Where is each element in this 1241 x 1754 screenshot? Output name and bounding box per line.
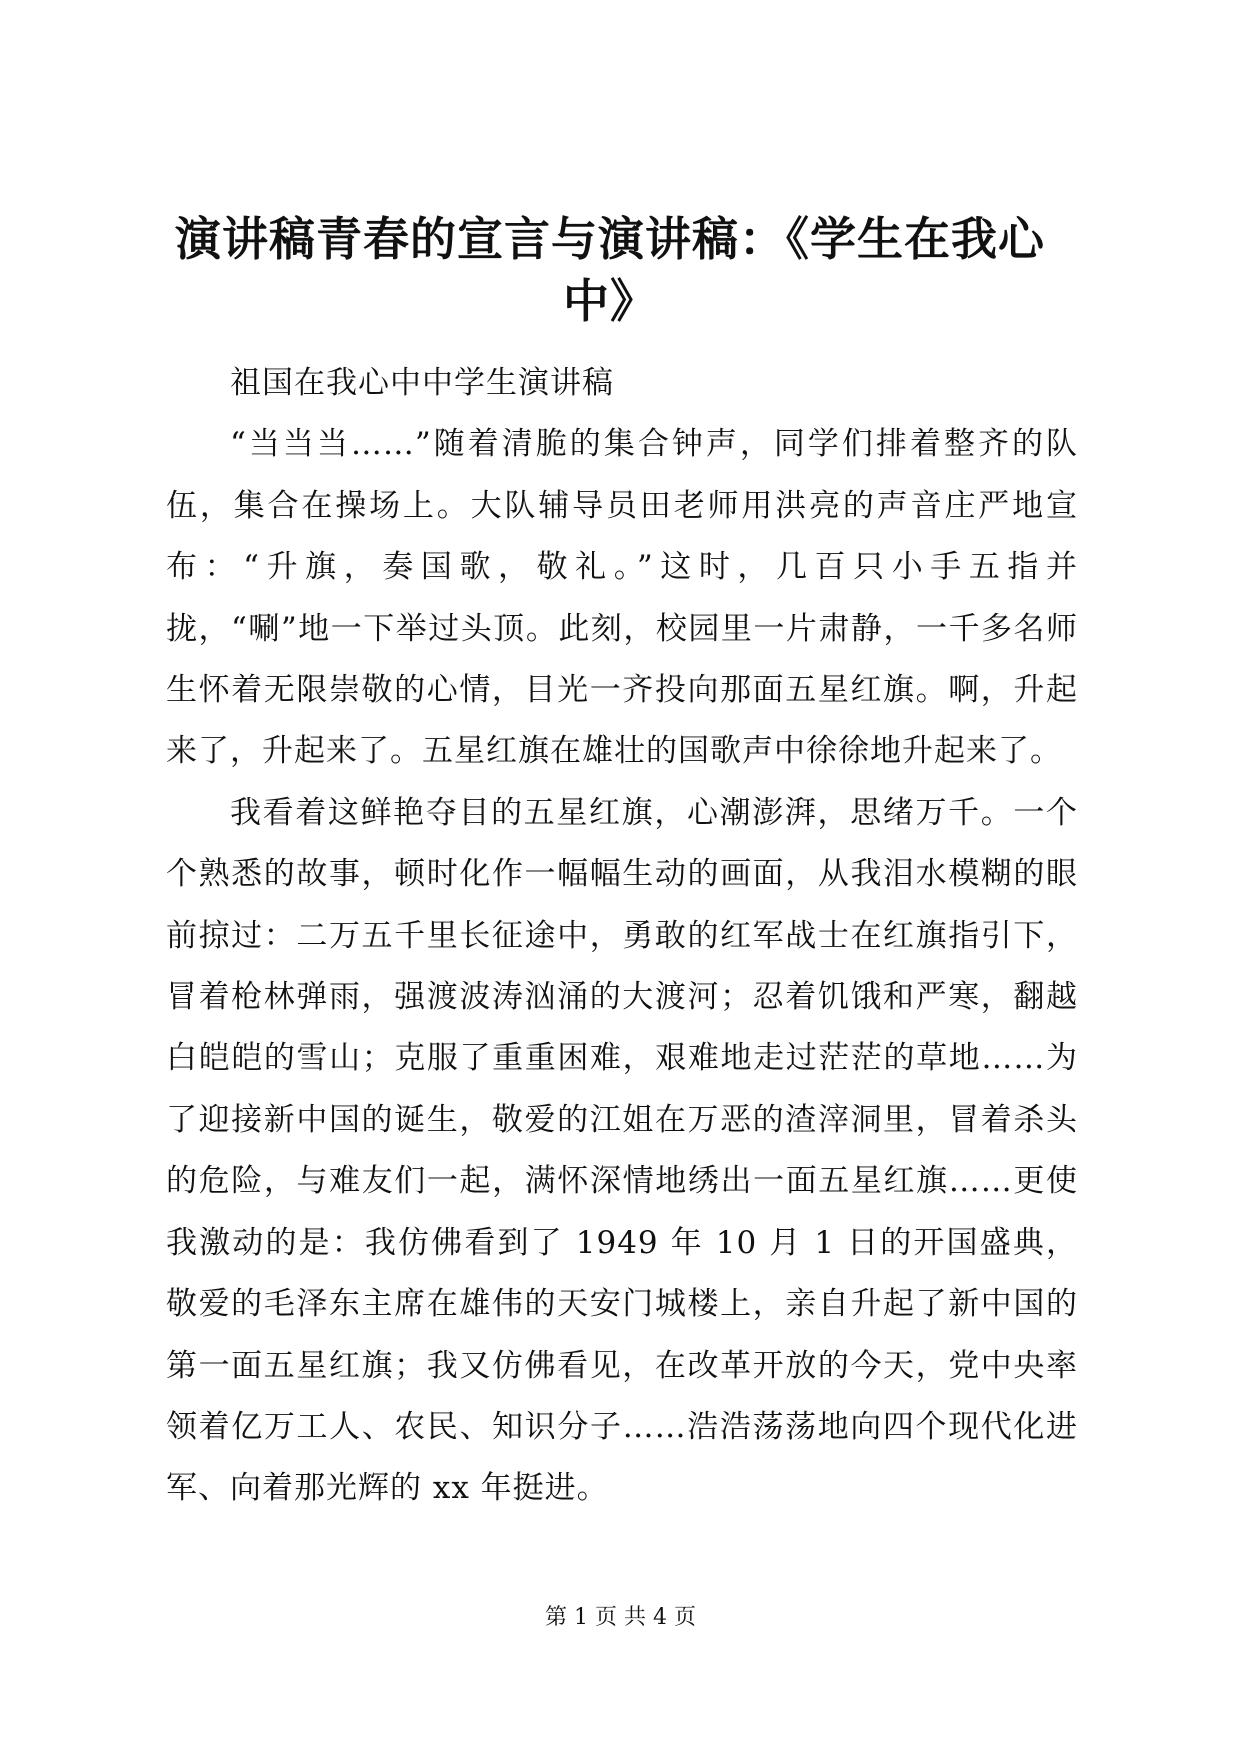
document-title: 演讲稿青春的宣言与演讲稿：《学生在我心中》: [175, 212, 1045, 328]
paragraph-1: “当当当……”随着清脆的集合钟声，同学们排着整齐的队伍，集合在操场上。大队辅导员田老师用洪亮的声音庄严地宣布：“升旗，奏国歌，敬礼。”这时，几百只小手五指并拢，“唰”地一下举过头顶。此刻，校园里一片肃静，一千多名师生怀着无限崇敬的心情，目光一齐投向那面五星红旗。啊，升起来了，升起来了。五星红旗在雄壮的国歌声中徐徐地升起来了。: [166, 426, 1078, 770]
subtitle-line: 祖国在我心中中学生演讲稿: [230, 365, 614, 401]
document-body: [166, 353, 1078, 1520]
page-number: 第 1 页 共 4 页: [545, 1605, 696, 1630]
paragraph-2: 我看着这鲜艳夺目的五星红旗，心潮澎湃，思绪万千。一个个熟悉的故事，顿时化作一幅幅生动的画面，从我泪水模糊的眼前掠过：二万五千里长征途中，勇敢的红军战士在红旗指引下，冒着枪林弹雨，强渡波涛汹涌的大渡河；忍着饥饿和严寒，翻越白皑皑的雪山；克服了重重困难，艰难地走过茫茫的草地……为了迎接新中国的诞生，敬爱的江姐在万恶的渣滓洞里，冒着杀头的危险，与难友们一起，满怀深情地绣出一面五星红旗……更使我激动的是：我仿佛看到了 1949 年 10 月 1 日的开国盛典，敬爱的毛泽东主席在雄伟的天安门城楼上，亲自升起了新中国的第一面五星红旗；我又仿佛看见，在改革开放的今天，党中央率领着亿万工人、农民、知识分子……浩浩荡荡地向四个现代化进军、向着那光辉的 xx 年挺进。: [166, 794, 1078, 1507]
